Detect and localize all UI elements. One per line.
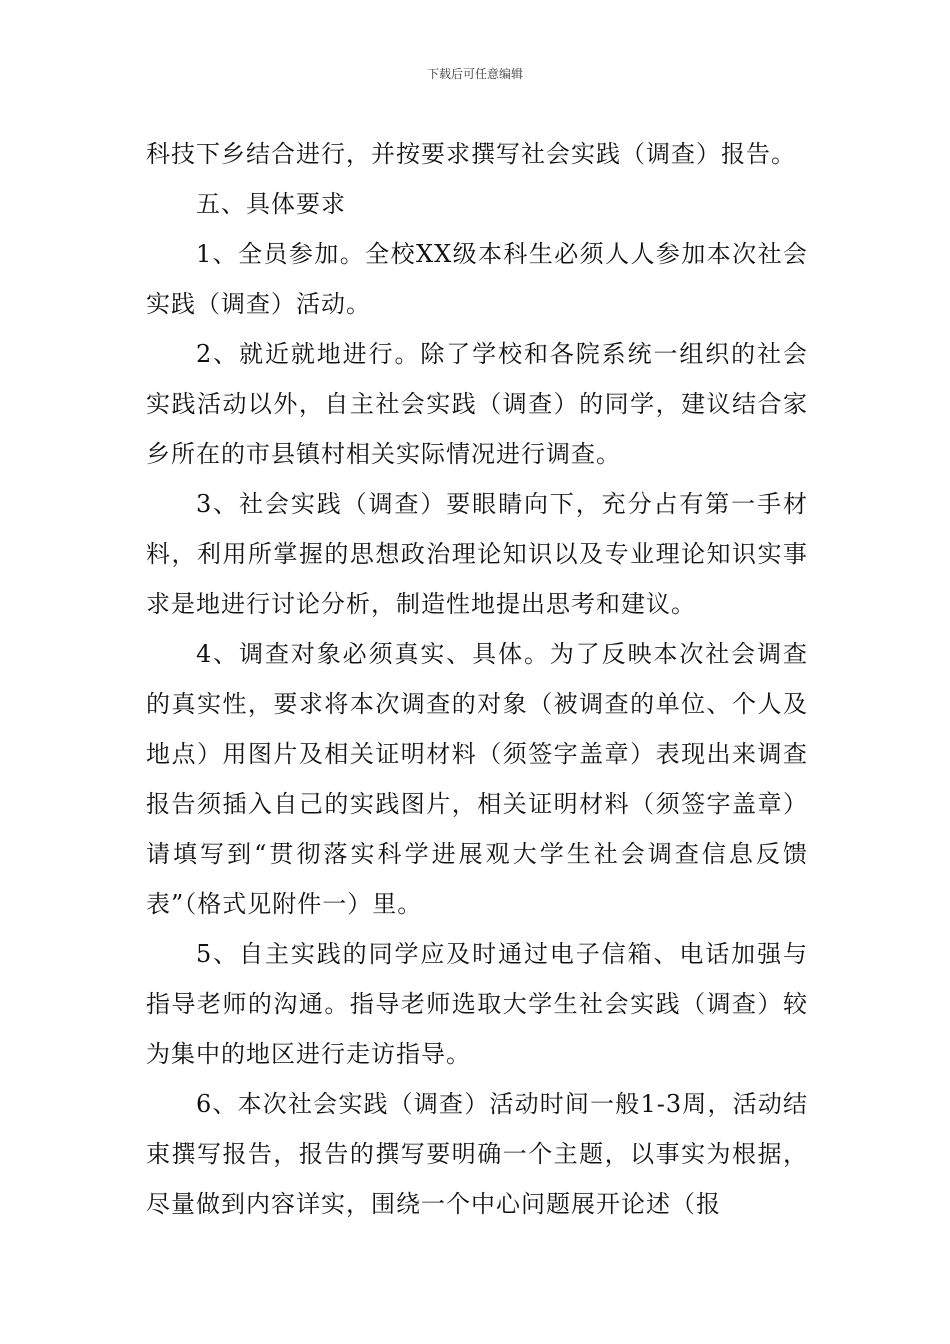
paragraph-item-2: 2、就近就地进行。除了学校和各院系统一组织的社会实践活动以外，自主社会实践（调查）的同学，建议结合家乡所在的市县镇村相关实际情况进行调查。 <box>146 340 808 468</box>
paragraph-item-1: 1、全员参加。全校XX级本科生必须人人参加本次社会实践（调查）活动。 <box>146 240 808 318</box>
section-heading-requirements: 五、具体要求 <box>196 190 346 218</box>
page-header: 下载后可任意编辑 <box>426 67 523 81</box>
paragraph-item-4: 4、调查对象必须真实、具体。为了反映本次社会调查的真实性，要求将本次调查的对象（被调查的单位、个人及地点）用图片及相关证明材料（须签字盖章）表现出来调查报告须插入自己的实践图片，相关证明材料（须签字盖章）请填写到“贯彻落实科学进展观大学生社会调查信息反馈表”（格式见附件一）里。 <box>146 640 808 918</box>
paragraph-item-6: 6、本次社会实践（调查）活动时间一般1-3周，活动结束撰写报告，报告的撰写要明确一个主题，以事实为根据，尽量做到内容详实，围绕一个中心问题展开论述（报 <box>146 1090 808 1218</box>
document-body <box>146 129 808 1229</box>
paragraph-item-3: 3、社会实践（调查）要眼睛向下，充分占有第一手材料，利用所掌握的思想政治理论知识以及专业理论知识实事求是地进行讨论分析，制造性地提出思考和建议。 <box>146 490 808 618</box>
paragraph-continuation: 科技下乡结合进行，并按要求撰写社会实践（调查）报告。 <box>146 140 796 168</box>
paragraph-item-5: 5、自主实践的同学应及时通过电子信箱、电话加强与指导老师的沟通。指导老师选取大学生社会实践（调查）较为集中的地区进行走访指导。 <box>146 940 808 1068</box>
